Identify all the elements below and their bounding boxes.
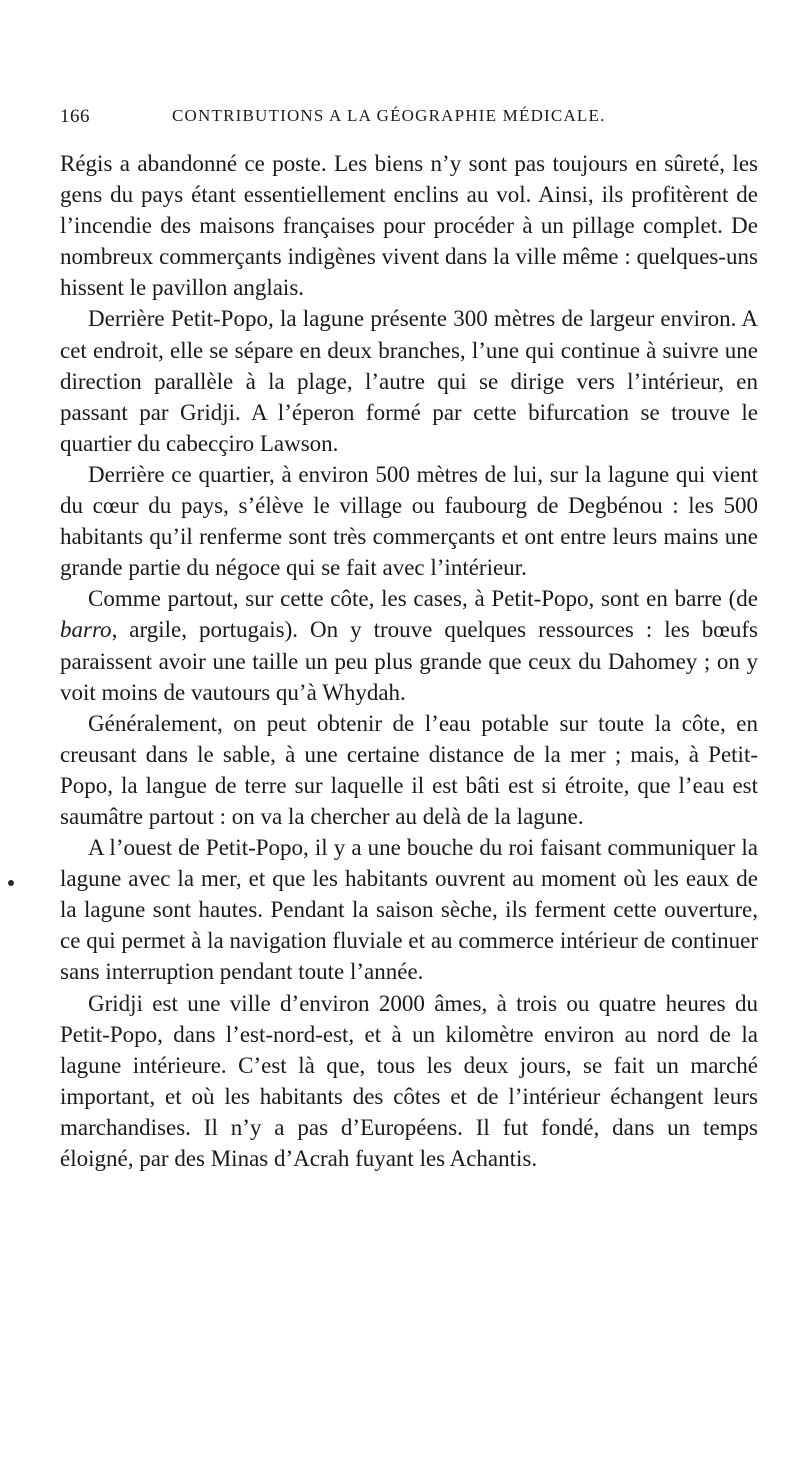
body-text xyxy=(60,148,758,1174)
margin-dot-mark xyxy=(8,880,14,886)
running-header xyxy=(60,104,758,134)
paragraph-5: Généralement, on peut obtenir de l’eau potable sur toute la côte, en creusant dans le sable, à une certaine distance de la mer ; mais, à Petit-Popo, la langue de terre sur laquelle il est bâti est si étroite, que l’eau est saumâtre partout : on va la chercher au delà de la lagune. xyxy=(60,710,758,829)
paragraph-4: Comme partout, sur cette côte, les cases, à Petit-Popo, sont en barre (de barro, argile, portugais). On y trouve quelques ressources : les bœufs paraissent avoir une taille un peu plus grande que ceux du Dahomey ; on y voit moins de vautours qu’à Whydah. xyxy=(60,586,758,705)
paragraph-2: Derrière Petit-Popo, la lagune présente 300 mètres de largeur environ. A cet endroit, elle se sépare en deux branches, l’une qui continue à suivre une direction parallèle à la plage, l’autre qui se dirige vers l’intérieur, en passant par Gridji. A l’éperon formé par cette bifurcation se trouve le quartier du cabecçiro Lawson. xyxy=(60,306,758,456)
running-title: CONTRIBUTIONS A LA GÉOGRAPHIE MÉDICALE. xyxy=(172,106,606,125)
page-number: 166 xyxy=(60,106,90,127)
book-page xyxy=(60,104,758,1174)
paragraph-1: Régis a abandonné ce poste. Les biens n’y sont pas toujours en sûreté, les gens du pays étant essentiellement enclins au vol. Ainsi, ils profitèrent de l’incendie des maisons françaises pour procéder à un pillage complet. De nombreux commerçants indigènes vivent dans la ville même : quelques-uns hissent le pavillon anglais. xyxy=(60,151,758,301)
italic-term: barro xyxy=(60,617,112,643)
paragraph-3: Derrière ce quartier, à environ 500 mètres de lui, sur la lagune qui vient du cœur du pays, s’élève le village ou faubourg de Degbénou : les 500 habitants qu’il renferme sont très commerçants et ont entre leurs mains une grande partie du négoce qui se fait avec l’intérieur. xyxy=(60,461,758,581)
paragraph-7: Gridji est une ville d’environ 2000 âmes, à trois ou quatre heures du Petit-Popo, dans l’est-nord-est, et à un kilomètre environ au nord de la lagune intérieure. C’est là que, tous les deux jours, se fait un marché important, et où les habitants des côtes et de l’intérieur échangent leurs marchandises. Il n’y a pas d’Européens. Il fut fondé, dans un temps éloigné, par des Minas d’Acrah fuyant les Achantis. xyxy=(60,990,758,1171)
paragraph-6: A l’ouest de Petit-Popo, il y a une bouche du roi faisant communiquer la lagune avec la mer, et que les habitants ouvrent au moment où les eaux de la lagune sont hautes. Pendant la saison sèche, ils ferment cette ouverture, ce qui permet à la navigation fluviale et au commerce intérieur de continuer sans interruption pendant toute l’année. xyxy=(60,835,758,985)
